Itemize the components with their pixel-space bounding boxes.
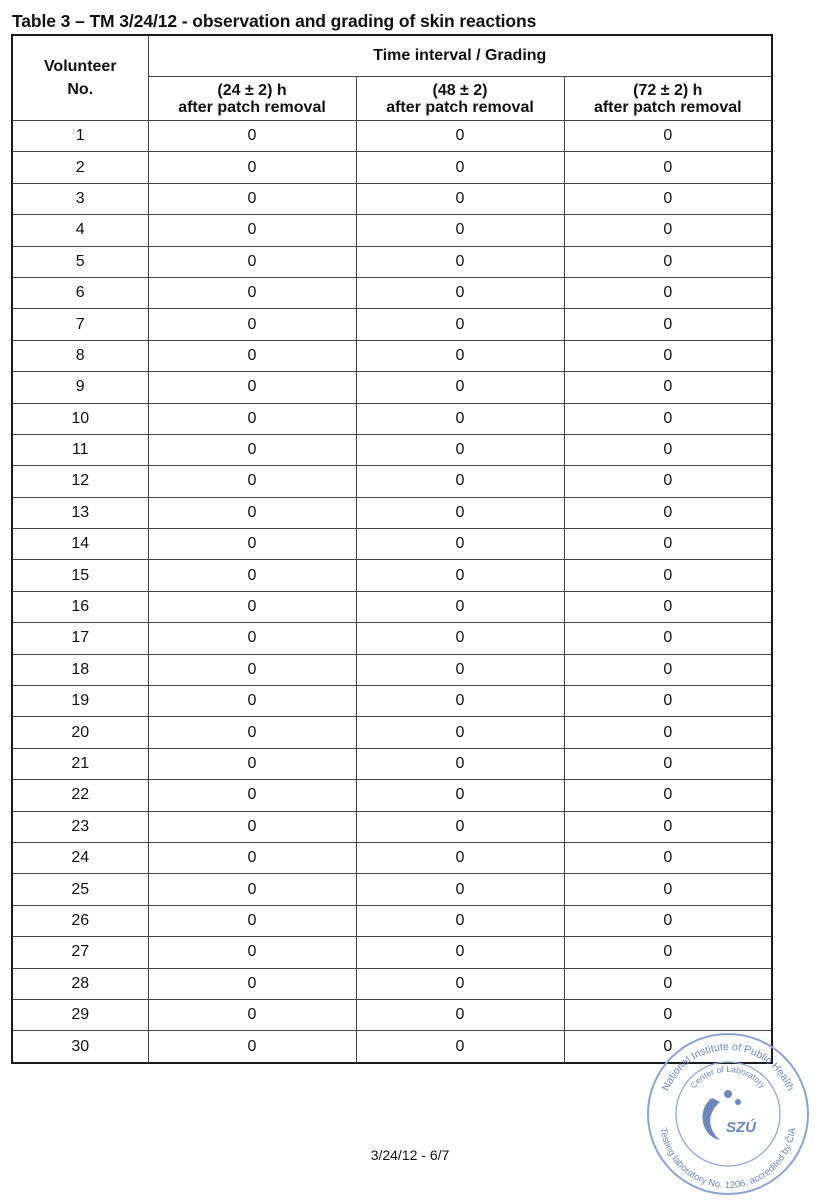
time-interval-grading-header: Time interval / Grading	[148, 35, 772, 77]
grade-cell: 0	[148, 372, 356, 403]
grade-cell: 0	[148, 497, 356, 528]
volunteer-number-cell: 9	[12, 372, 148, 403]
table-row	[12, 372, 772, 403]
volunteer-number-cell: 18	[12, 654, 148, 685]
grade-cell: 0	[148, 1031, 356, 1063]
table-row	[12, 466, 772, 497]
grade-cell: 0	[148, 905, 356, 936]
grade-cell: 0	[148, 874, 356, 905]
volunteer-number-cell: 28	[12, 968, 148, 999]
grade-cell: 0	[356, 560, 564, 591]
table-row	[12, 121, 772, 152]
column-header-48h	[356, 77, 564, 121]
grade-cell: 0	[148, 717, 356, 748]
volunteer-number-cell: 10	[12, 403, 148, 434]
volunteer-number-cell: 16	[12, 591, 148, 622]
grade-cell: 0	[148, 968, 356, 999]
grade-cell: 0	[356, 434, 564, 465]
table-row	[12, 623, 772, 654]
grade-cell: 0	[356, 999, 564, 1030]
institute-stamp	[642, 1028, 814, 1200]
table-body	[12, 121, 772, 1063]
grade-cell: 0	[148, 403, 356, 434]
grade-cell: 0	[356, 937, 564, 968]
grade-cell: 0	[564, 529, 772, 560]
table-row	[12, 277, 772, 308]
grade-cell: 0	[564, 183, 772, 214]
table-row	[12, 686, 772, 717]
grade-cell: 0	[564, 340, 772, 371]
table-row	[12, 215, 772, 246]
grade-cell: 0	[356, 968, 564, 999]
grade-cell: 0	[356, 277, 564, 308]
grade-cell: 0	[356, 466, 564, 497]
grade-cell: 0	[148, 560, 356, 591]
volunteer-number-cell: 17	[12, 623, 148, 654]
column-header-72h	[564, 77, 772, 121]
table-row	[12, 748, 772, 779]
grade-cell: 0	[148, 246, 356, 277]
grade-cell: 0	[356, 1031, 564, 1063]
grading-table	[11, 34, 773, 1064]
table-row	[12, 560, 772, 591]
table-row	[12, 968, 772, 999]
grade-cell: 0	[148, 654, 356, 685]
stamp-outer-text: National Institute of Public Health	[659, 1040, 797, 1093]
volunteer-number-cell: 26	[12, 905, 148, 936]
volunteer-number-cell: 3	[12, 183, 148, 214]
column-note: after patch removal	[593, 98, 742, 116]
volunteer-number-cell: 5	[12, 246, 148, 277]
volunteer-header-line2: No.	[67, 81, 94, 98]
table-row	[12, 811, 772, 842]
grade-cell: 0	[356, 591, 564, 622]
grade-cell: 0	[564, 121, 772, 152]
grade-cell: 0	[564, 309, 772, 340]
grade-cell: 0	[148, 811, 356, 842]
grade-cell: 0	[148, 999, 356, 1030]
grade-cell: 0	[564, 811, 772, 842]
stamp-logo-dot	[735, 1099, 741, 1105]
grade-cell: 0	[356, 340, 564, 371]
grade-cell: 0	[148, 466, 356, 497]
table-row	[12, 842, 772, 873]
column-interval: (72 ± 2) h	[633, 81, 703, 99]
grade-cell: 0	[564, 686, 772, 717]
table-row	[12, 246, 772, 277]
volunteer-header-line1: Volunteer	[43, 58, 117, 75]
grade-cell: 0	[148, 937, 356, 968]
grade-cell: 0	[564, 748, 772, 779]
volunteer-number-cell: 14	[12, 529, 148, 560]
table-row	[12, 999, 772, 1030]
grade-cell: 0	[564, 246, 772, 277]
grade-cell: 0	[564, 497, 772, 528]
volunteer-number-cell: 15	[12, 560, 148, 591]
table-row	[12, 780, 772, 811]
volunteer-number-cell: 2	[12, 152, 148, 183]
grade-cell: 0	[564, 999, 772, 1030]
grade-cell: 0	[356, 497, 564, 528]
grade-cell: 0	[148, 842, 356, 873]
volunteer-number-cell: 29	[12, 999, 148, 1030]
stamp-bottom-text: Testing laboratory No. 1206, accredited by ČIA	[657, 1126, 799, 1192]
table-row	[12, 434, 772, 465]
grade-cell: 0	[356, 623, 564, 654]
grade-cell: 0	[356, 686, 564, 717]
volunteer-number-cell: 6	[12, 277, 148, 308]
volunteer-number-cell: 23	[12, 811, 148, 842]
column-note: after patch removal	[178, 98, 326, 116]
grade-cell: 0	[564, 654, 772, 685]
volunteer-number-cell: 12	[12, 466, 148, 497]
volunteer-number-cell: 1	[12, 121, 148, 152]
stamp-outer-ring	[648, 1034, 808, 1194]
grade-cell: 0	[564, 968, 772, 999]
table-row	[12, 905, 772, 936]
table-row	[12, 654, 772, 685]
column-note: after patch removal	[386, 98, 534, 116]
grade-cell: 0	[564, 780, 772, 811]
grade-cell: 0	[564, 152, 772, 183]
grade-cell: 0	[356, 874, 564, 905]
grade-cell: 0	[356, 372, 564, 403]
table-row	[12, 591, 772, 622]
grade-cell: 0	[148, 748, 356, 779]
grade-cell: 0	[356, 403, 564, 434]
grade-cell: 0	[564, 874, 772, 905]
table-row	[12, 340, 772, 371]
volunteer-no-header	[12, 35, 148, 121]
grade-cell: 0	[148, 183, 356, 214]
grade-cell: 0	[356, 748, 564, 779]
volunteer-number-cell: 30	[12, 1031, 148, 1063]
volunteer-number-cell: 19	[12, 686, 148, 717]
grade-cell: 0	[148, 591, 356, 622]
grade-cell: 0	[148, 529, 356, 560]
stamp-logo-text: SZÚ	[726, 1119, 756, 1136]
grade-cell: 0	[148, 780, 356, 811]
grade-cell: 0	[564, 1031, 772, 1063]
grade-cell: 0	[148, 434, 356, 465]
volunteer-number-cell: 7	[12, 309, 148, 340]
volunteer-number-cell: 24	[12, 842, 148, 873]
grade-cell: 0	[148, 623, 356, 654]
volunteer-number-cell: 11	[12, 434, 148, 465]
volunteer-number-cell: 27	[12, 937, 148, 968]
grade-cell: 0	[356, 183, 564, 214]
grade-cell: 0	[148, 340, 356, 371]
grade-cell: 0	[564, 937, 772, 968]
grade-cell: 0	[564, 277, 772, 308]
column-interval: (48 ± 2)	[432, 81, 488, 99]
volunteer-number-cell: 22	[12, 780, 148, 811]
table-row	[12, 309, 772, 340]
grade-cell: 0	[148, 309, 356, 340]
grade-cell: 0	[148, 152, 356, 183]
grade-cell: 0	[564, 403, 772, 434]
volunteer-number-cell: 20	[12, 717, 148, 748]
grade-cell: 0	[356, 842, 564, 873]
volunteer-number-cell: 4	[12, 215, 148, 246]
grade-cell: 0	[148, 686, 356, 717]
grade-cell: 0	[148, 277, 356, 308]
stamp-logo-leaf	[703, 1098, 720, 1140]
grade-cell: 0	[564, 215, 772, 246]
table-row	[12, 183, 772, 214]
table-row	[12, 403, 772, 434]
volunteer-number-cell: 13	[12, 497, 148, 528]
grade-cell: 0	[564, 434, 772, 465]
table-row	[12, 152, 772, 183]
grade-cell: 0	[356, 811, 564, 842]
table-row	[12, 717, 772, 748]
grade-cell: 0	[564, 717, 772, 748]
table-row	[12, 937, 772, 968]
grade-cell: 0	[564, 466, 772, 497]
table-row	[12, 497, 772, 528]
grade-cell: 0	[564, 623, 772, 654]
grade-cell: 0	[564, 905, 772, 936]
table-title: Table 3 – TM 3/24/12 - observation and grading of skin reactions	[12, 11, 537, 31]
volunteer-number-cell: 25	[12, 874, 148, 905]
grade-cell: 0	[148, 215, 356, 246]
grade-cell: 0	[148, 121, 356, 152]
grade-cell: 0	[564, 591, 772, 622]
grade-cell: 0	[356, 121, 564, 152]
grade-cell: 0	[564, 560, 772, 591]
grade-cell: 0	[356, 152, 564, 183]
grade-cell: 0	[356, 905, 564, 936]
stamp-logo-dot	[724, 1090, 732, 1098]
volunteer-number-cell: 8	[12, 340, 148, 371]
grade-cell: 0	[356, 780, 564, 811]
grade-cell: 0	[356, 309, 564, 340]
table-row	[12, 874, 772, 905]
grade-cell: 0	[564, 372, 772, 403]
grade-cell: 0	[356, 246, 564, 277]
grade-cell: 0	[356, 717, 564, 748]
stamp-inner-text: Center of Laboratory	[688, 1063, 768, 1091]
column-header-24h	[148, 77, 356, 121]
grade-cell: 0	[564, 842, 772, 873]
column-interval: (24 ± 2) h	[217, 81, 287, 99]
grade-cell: 0	[356, 654, 564, 685]
table-row	[12, 529, 772, 560]
volunteer-number-cell: 21	[12, 748, 148, 779]
grade-cell: 0	[356, 215, 564, 246]
page-footer: 3/24/12 - 6/7	[370, 1147, 450, 1163]
grade-cell: 0	[356, 529, 564, 560]
